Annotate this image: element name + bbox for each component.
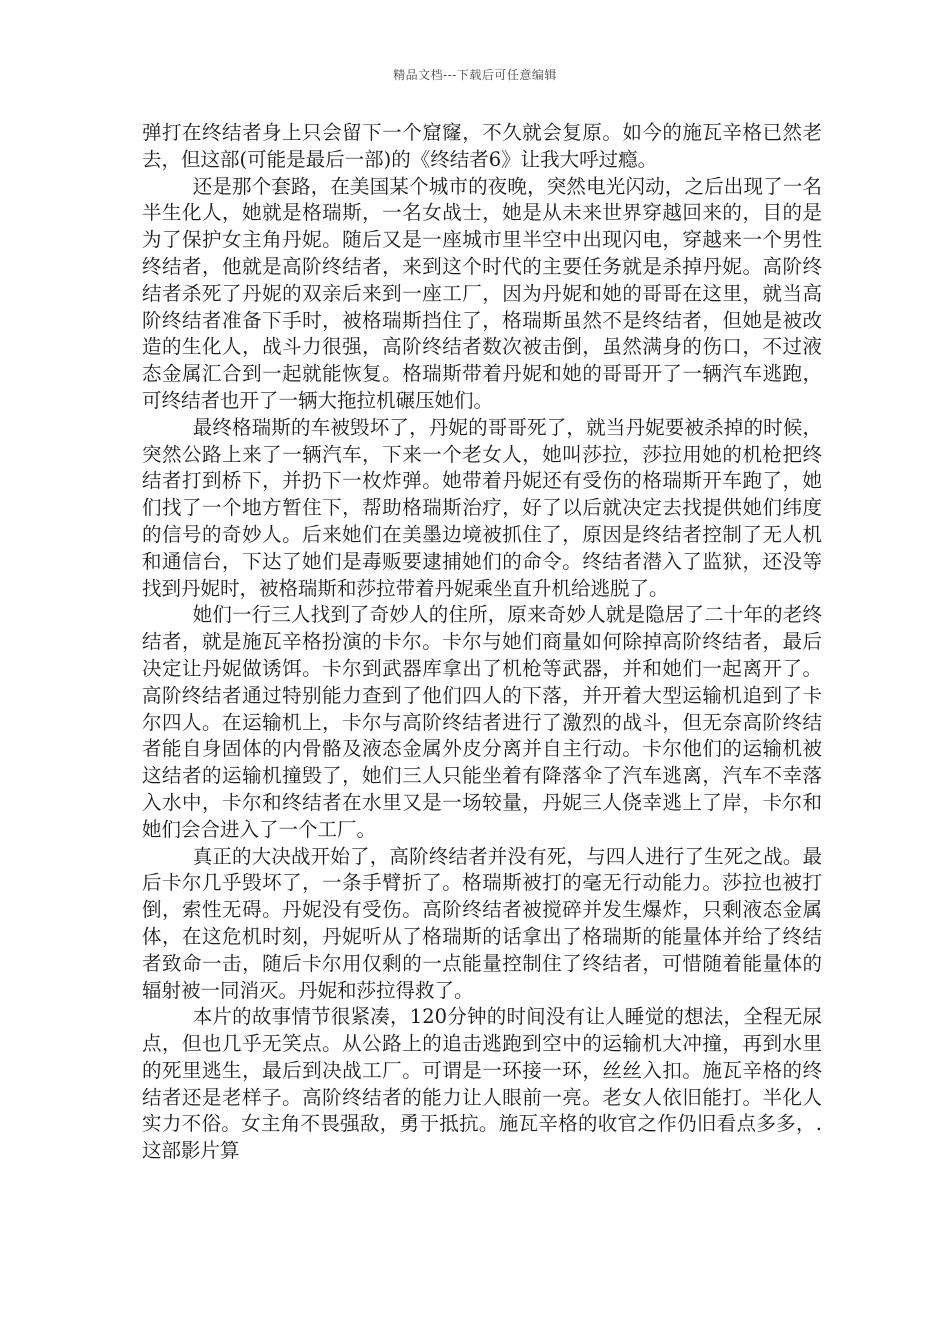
paragraph-3: 最终格瑞斯的车被毁坏了，丹妮的哥哥死了，就当丹妮要被杀掉的时候，突然公路上来了一辆汽车，下来一个老女人，她叫莎拉，莎拉用她的机枪把终结者打到桥下，并扔下一枚炸弹。她带着丹妮还有受伤的格瑞斯开车跑了，她们找了一个地方暂住下，帮助格瑞斯治疗，好了以后就决定去找提供她们纬度的信号的奇妙人。后来她们在美墨边境被抓住了，原因是终结者控制了无人机和通信台，下达了她们是毒贩要逮捕她们的命令。终结者潜入了监狱，还没等找到丹妮时，被格瑞斯和莎拉带着丹妮乘坐直升机给逃脱了。: [142, 415, 822, 600]
paragraph-5: 真正的大决战开始了，高阶终结者并没有死，与四人进行了生死之战。最后卡尔几乎毁坏了，一条手臂折了。格瑞斯被打的毫无行动能力。莎拉也被打倒，索性无碍。丹妮没有受伤。高阶终结者被搅碎并发生爆炸，只剩液态金属体，在这危机时刻，丹妮听从了格瑞斯的话拿出了格瑞斯的能量体并给了终结者致命一击，随后卡尔用仅剩的一点能量控制住了终结者，可惜随着能量体的辐射被一同消灭。丹妮和莎拉得救了。: [142, 844, 822, 1002]
paragraph-1: 弹打在终结者身上只会留下一个窟窿，不久就会复原。如今的施瓦辛格已然老去，但这部(可能是最后一部)的《终结者6》让我大呼过瘾。: [142, 121, 822, 171]
paragraph-6: 本片的故事情节很紧凑，120分钟的时间没有让人睡觉的想法，全程无尿点，但也几乎无笑点。从公路上的追击逃跑到空中的运输机大冲撞，再到水里的死里逃生，最后到决战工厂。可谓是一环接一环，丝丝入扣。施瓦辛格的终结者还是老样子。高阶终结者的能力让人眼前一亮。老女人依旧能打。半化人实力不俗。女主角不畏强敌，勇于抵抗。施瓦辛格的收官之作仍旧看点多多，.这部影片算: [142, 1005, 822, 1163]
paragraph-4: 她们一行三人找到了奇妙人的住所，原来奇妙人就是隐居了二十年的老终结者，就是施瓦辛格扮演的卡尔。卡尔与她们商量如何除掉高阶终结者，最后决定让丹妮做诱饵。卡尔到武器库拿出了机枪等武器，并和她们一起离开了。高阶终结者通过特别能力查到了他们四人的下落，并开着大型运输机追到了卡尔四人。在运输机上，卡尔与高阶终结者进行了激烈的战斗，但无奈高阶终结者能自身固体的内骨骼及液态金属外皮分离并自主行动。卡尔他们的运输机被这结者的运输机撞毁了，她们三人只能坐着有降落伞了汽车逃离，汽车不幸落入水中，卡尔和终结者在水里又是一场较量，丹妮三人侥幸逃上了岸，卡尔和她们会合进入了一个工厂。: [142, 603, 822, 841]
document-body: [142, 120, 822, 1165]
paragraph-2: 还是那个套路，在美国某个城市的夜晚，突然电光闪动，之后出现了一名半生化人，她就是格瑞斯，一名女战士，她是从未来世界穿越回来的，目的是为了保护女主角丹妮。随后又是一座城市里半空中出现闪电，穿越来一个男性终结者，他就是高阶终结者，来到这个时代的主要任务就是杀掉丹妮。高阶终结者杀死了丹妮的双亲后来到一座工厂，因为丹妮和她的哥哥在这里，就当高阶终结者准备下手时，被格瑞斯挡住了，格瑞斯虽然不是终结者，但她是被改造的生化人，战斗力很强，高阶终结者数次被击倒，虽然满身的伤口，不过液态金属汇合到一起就能恢复。格瑞斯带着丹妮和她的哥哥开了一辆汽车逃跑，可终结者也开了一辆大拖拉机碾压她们。: [142, 174, 822, 412]
page-header: 精品文档---下载后可任意编辑: [393, 68, 557, 82]
